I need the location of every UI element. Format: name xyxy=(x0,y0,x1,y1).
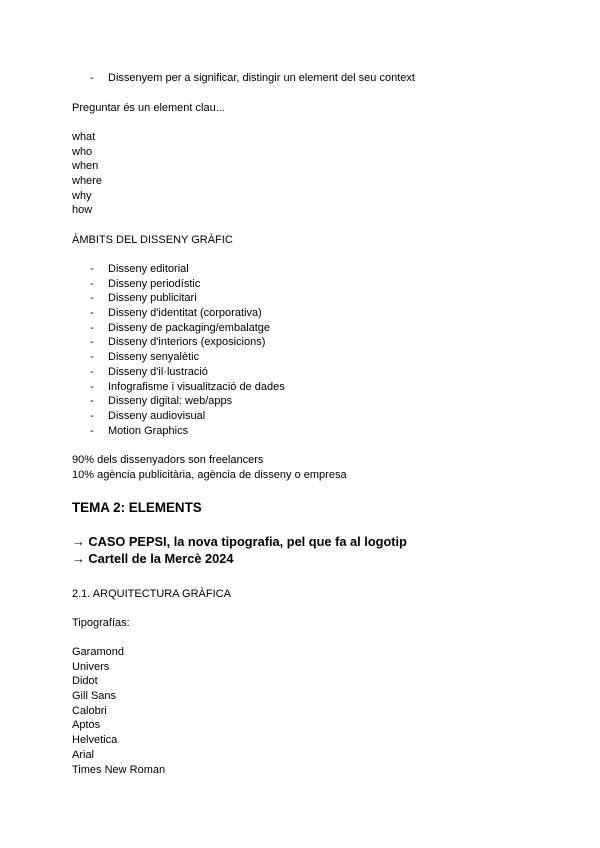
typography-label: Tipografías: xyxy=(72,617,130,629)
ambit-text: Disseny periodístic xyxy=(108,277,201,290)
ambits-list xyxy=(72,262,560,438)
stats-block xyxy=(72,453,560,482)
bullet-dash: - xyxy=(90,380,94,393)
typeface-name: Didot xyxy=(72,675,98,688)
question-word: how xyxy=(72,204,93,217)
bullet-dash: - xyxy=(90,72,94,84)
list-item xyxy=(72,306,560,321)
typeface-name: Univers xyxy=(72,660,110,673)
bullet-dash: - xyxy=(90,395,94,408)
bullet-dash: - xyxy=(90,351,94,364)
intro-bullet-block xyxy=(72,71,560,86)
stat-line: 90% dels dissenyadors son freelancers xyxy=(72,454,264,466)
ambit-text: Infografisme i visualització de dades xyxy=(108,380,285,393)
case-line: → CASO PEPSI, la nova tipografia, pel que fa al logotip xyxy=(72,534,407,549)
list-item xyxy=(72,262,560,277)
question-word: why xyxy=(72,189,92,202)
bullet-dash: - xyxy=(90,292,94,305)
typeface-name: Calobri xyxy=(72,704,107,717)
question-word: who xyxy=(72,145,93,158)
question-word: what xyxy=(72,131,96,143)
list-item xyxy=(72,365,560,380)
list-item xyxy=(72,394,560,409)
ambit-text: Disseny d'identitat (corporativa) xyxy=(108,307,262,320)
ambit-text: Disseny senyalètic xyxy=(108,351,200,364)
list-item xyxy=(72,424,560,439)
stat-line: 10% agència publicitària, agència de disseny o empresa xyxy=(72,468,347,481)
list-item xyxy=(72,335,560,350)
bullet-dash: - xyxy=(90,365,94,378)
list-item xyxy=(72,350,560,365)
typeface-name: Gill Sans xyxy=(72,690,117,703)
ambit-text: Motion Graphics xyxy=(108,424,189,437)
ambit-text: Disseny digital: web/apps xyxy=(108,395,233,408)
typeface-name: Times New Roman xyxy=(72,763,166,776)
typeface-name: Arial xyxy=(72,748,95,761)
typeface-name: Helvetica xyxy=(72,734,118,747)
question-words xyxy=(72,130,560,218)
bullet-dash: - xyxy=(90,336,94,349)
bullet-dash: - xyxy=(90,263,94,275)
list-item xyxy=(72,321,560,336)
cases-block xyxy=(72,533,560,567)
ambit-text: Disseny audiovisual xyxy=(108,409,206,422)
case-line: → Cartell de la Mercè 2024 xyxy=(72,551,234,566)
intro-bullet-list xyxy=(72,71,560,86)
bullet-dash: - xyxy=(90,277,94,290)
list-item xyxy=(72,380,560,395)
list-item xyxy=(72,71,560,86)
bullet-dash: - xyxy=(90,307,94,320)
ambit-text: Disseny publicitari xyxy=(108,292,197,305)
ambits-block xyxy=(72,262,560,438)
question-word: when xyxy=(72,160,99,173)
typeface-name: Aptos xyxy=(72,719,101,732)
ambit-text: Disseny d'interiors (exposicions) xyxy=(108,336,266,349)
list-item xyxy=(72,277,560,292)
ambits-heading: ÀMBITS DEL DISSENY GRÀFIC xyxy=(72,234,233,246)
ambit-text: Disseny d'il·lustració xyxy=(108,365,208,378)
tema-title: TEMA 2: ELEMENTS xyxy=(72,500,202,515)
bullet-dash: - xyxy=(90,424,94,437)
list-item xyxy=(72,409,560,424)
bullet-dash: - xyxy=(90,321,94,334)
bullet-dash: - xyxy=(90,409,94,422)
question-word: where xyxy=(72,175,102,188)
ambit-text: Disseny editorial xyxy=(108,263,189,275)
typeface-name: Garamond xyxy=(72,646,124,658)
typefaces-block xyxy=(72,645,560,777)
section-title: 2.1. ARQUITECTURA GRÀFICA xyxy=(72,588,231,600)
intro-bullet-text: Dissenyem per a significar, distingir un element del seu context xyxy=(108,72,415,84)
question-intro: Preguntar és un element clau... xyxy=(72,102,225,114)
ambit-text: Disseny de packaging/embalatge xyxy=(108,321,271,334)
list-item xyxy=(72,291,560,306)
